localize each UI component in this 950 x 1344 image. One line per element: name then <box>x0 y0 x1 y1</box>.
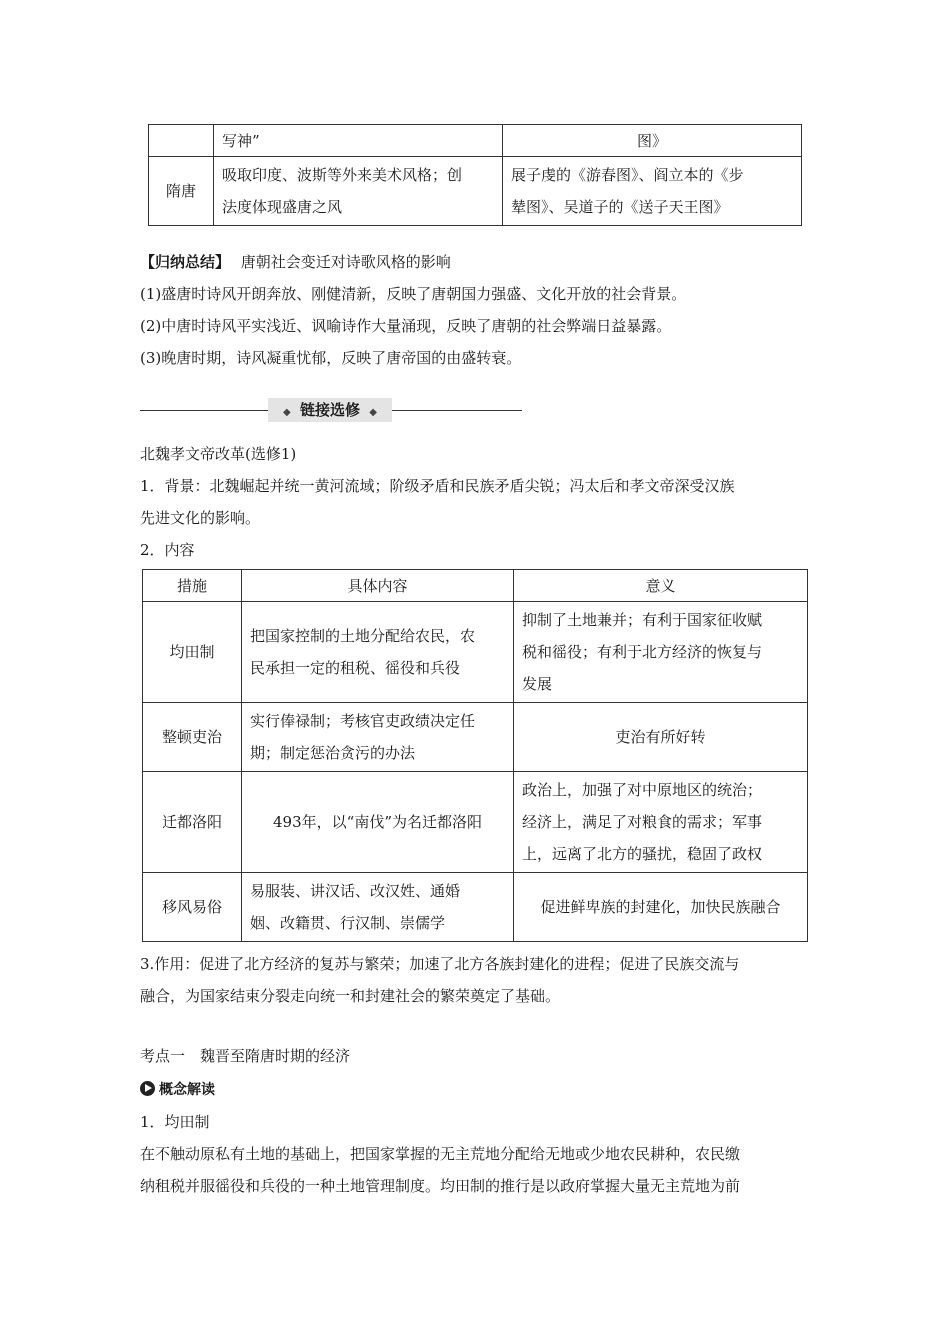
table-cell: 促进鲜卑族的封建化，加快民族融合 <box>514 873 808 942</box>
cell-line: 抑制了土地兼并；有利于国家征收赋 <box>522 611 763 629</box>
paragraph-line: 在不触动原私有土地的基础上，把国家掌握的无主荒地分配给无地或少地农民耕种，农民缴 <box>140 1145 741 1163</box>
table-cell <box>514 602 808 703</box>
summary-tag: 【归纳总结】 <box>140 253 231 271</box>
table-cell <box>149 125 214 157</box>
content-heading: 2．内容 <box>140 541 195 559</box>
effect-line: 3.作用：促进了北方经济的复苏与繁荣；加速了北方各族封建化的进程；促进了民族交流与 <box>140 955 740 973</box>
table-cell: 隋唐 <box>149 157 214 226</box>
table-cell <box>242 873 514 942</box>
table-row <box>143 873 808 942</box>
summary-item: (2)中唐时诗风平实浅近、讽喻诗作大量涌现，反映了唐朝的社会弊端日益暴露。 <box>140 317 672 335</box>
concept-label: 概念解读 <box>159 1082 215 1098</box>
table-cell: 图》 <box>503 125 802 157</box>
cell-line: 展子虔的《游春图》、阎立本的《步 <box>511 166 744 184</box>
cell-line: 经济上，满足了对粮食的需求；军事 <box>522 813 763 831</box>
cell-line: 民承担一定的租税、徭役和兵役 <box>250 659 461 677</box>
cell-line: 吸取印度、波斯等外来美术风格；创 <box>222 166 463 184</box>
cell-line: 易服装、讲汉话、改汉姓、通婚 <box>250 882 461 900</box>
summary-item: (1)盛唐时诗风开朗奔放、刚健清新，反映了唐朝国力强盛、文化开放的社会背景。 <box>140 285 687 303</box>
cell-line: 把国家控制的土地分配给农民，农 <box>250 627 476 645</box>
section-banner <box>268 398 392 422</box>
table-row <box>149 157 802 226</box>
cell-line: 发展 <box>522 675 553 693</box>
table-row <box>149 125 802 157</box>
table-cell <box>242 602 514 703</box>
concept-heading <box>140 1074 215 1106</box>
cell-line: 实行俸禄制；考核官吏政绩决定任 <box>250 712 476 730</box>
table-row <box>143 602 808 703</box>
diamond-icon: ◆ <box>283 407 291 418</box>
play-circle-icon <box>140 1081 155 1096</box>
banner-rule-left <box>140 410 268 411</box>
cell-line: 辇图》、吴道子的《送子天王图》 <box>511 198 729 216</box>
paragraph-line: 纳租税并服徭役和兵役的一种土地管理制度。均田制的推行是以政府掌握大量无主荒地为前 <box>140 1177 741 1195</box>
table-cell <box>503 157 802 226</box>
table-cell <box>514 772 808 873</box>
table-cell: 写神” <box>214 125 503 157</box>
table-cell: 移风易俗 <box>143 873 242 942</box>
table-cell: 吏治有所好转 <box>514 703 808 772</box>
banner-rule-right <box>392 410 522 411</box>
table-cell <box>242 703 514 772</box>
table-header: 措施 <box>143 570 242 602</box>
table-header: 意义 <box>514 570 808 602</box>
table-row <box>143 772 808 873</box>
cell-line: 上，远离了北方的骚扰，稳固了政权 <box>522 845 763 863</box>
table-cell: 迁都洛阳 <box>143 772 242 873</box>
effect-line: 融合，为国家结束分裂走向统一和封建社会的繁荣奠定了基础。 <box>140 987 561 1005</box>
summary-item: (3)晚唐时期，诗风凝重忧郁，反映了唐帝国的由盛转衰。 <box>140 349 522 367</box>
art-table <box>148 124 802 226</box>
cell-line: 税和徭役；有利于北方经济的恢复与 <box>522 643 763 661</box>
background-line: 先进文化的影响。 <box>140 509 261 527</box>
topic-title: 考点一 魏晋至隋唐时期的经济 <box>140 1047 351 1065</box>
reform-table <box>142 569 808 942</box>
elective-title: 北魏孝文帝改革(选修1) <box>140 445 297 463</box>
table-cell: 整顿吏治 <box>143 703 242 772</box>
table-cell: 493年，以“南伐”为名迁都洛阳 <box>242 772 514 873</box>
table-cell: 均田制 <box>143 602 242 703</box>
table-row <box>143 703 808 772</box>
table-header-row <box>143 570 808 602</box>
banner-label: 链接选修 <box>299 401 360 419</box>
cell-line: 法度体现盛唐之风 <box>222 198 343 216</box>
summary-heading <box>140 246 451 278</box>
summary-title: 唐朝社会变迁对诗歌风格的影响 <box>240 253 451 271</box>
cell-line: 姻、改籍贯、行汉制、崇儒学 <box>250 914 446 932</box>
table-header: 具体内容 <box>242 570 514 602</box>
table-cell <box>214 157 503 226</box>
diamond-icon: ◆ <box>369 407 377 418</box>
item-heading: 1．均田制 <box>140 1113 210 1131</box>
cell-line: 期；制定惩治贪污的办法 <box>250 744 416 762</box>
cell-line: 政治上，加强了对中原地区的统治； <box>522 781 763 799</box>
background-line: 1．背景：北魏崛起并统一黄河流域；阶级矛盾和民族矛盾尖锐；冯太后和孝文帝深受汉族 <box>140 477 735 495</box>
